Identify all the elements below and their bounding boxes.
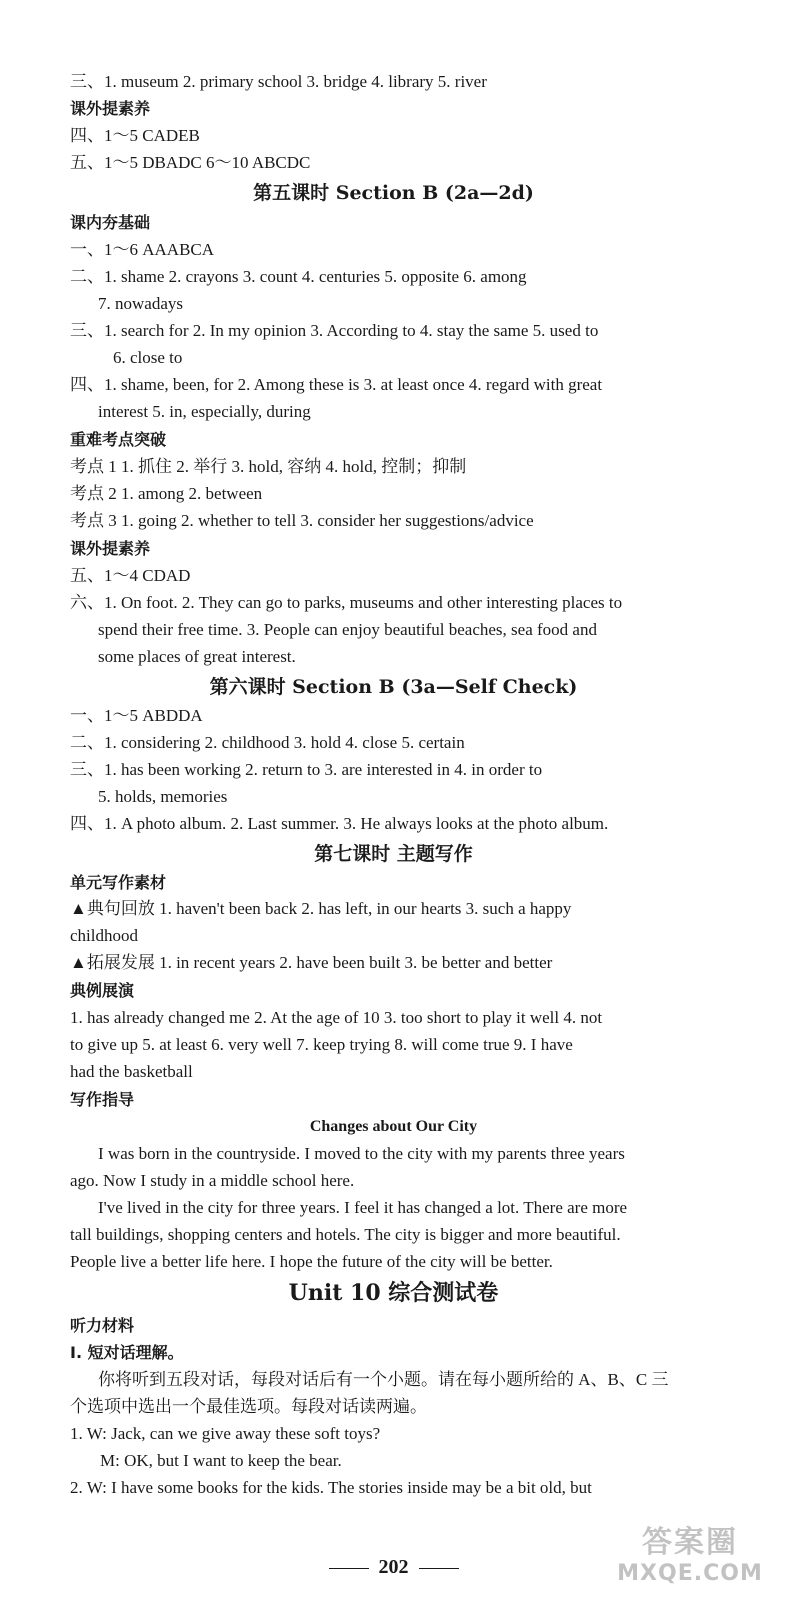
text-line: 五、1～4 CDAD — [70, 566, 191, 585]
lesson-title: 第七课时 主题写作 — [314, 843, 473, 865]
watermark-text: 答案圈 — [642, 1525, 738, 1560]
text-line: interest 5. in, especially, during — [98, 402, 311, 421]
text-line: 四、1～5 CADEB — [70, 126, 200, 145]
essay-paragraph-line: People live a better life here. I hope the future of the city will be better. — [70, 1252, 553, 1271]
section-heading: 单元写作素材 — [70, 873, 167, 892]
text-line: 5. holds, memories — [98, 787, 228, 806]
essay-paragraph-line: ago. Now I study in a middle school here. — [70, 1171, 355, 1190]
lesson-title: 第五课时 Section B (2a—2d) — [253, 182, 534, 204]
text-line: 五、1～5 DBADC 6～10 ABCDC — [70, 153, 311, 172]
text-line: 二、1. shame 2. crayons 3. count 4. centuries 5. opposite 6. among — [70, 267, 527, 286]
instruction-line: 个选项中选出一个最佳选项。每段对话读两遍。 — [70, 1397, 427, 1416]
section-heading: Ⅰ. 短对话理解。 — [70, 1343, 184, 1362]
text-line: 考点 1 1. 抓住 2. 举行 3. hold, 容纳 4. hold, 控制；抑制 — [70, 457, 467, 476]
text-line: 三、1. has been working 2. return to 3. are interested in 4. in order to — [70, 760, 543, 779]
essay-paragraph-line: I've lived in the city for three years. I feel it has changed a lot. There are more — [98, 1198, 628, 1217]
text-line: 四、1. shame, been, for 2. Among these is 3. at least once 4. regard with great — [70, 375, 603, 394]
essay-title: Changes about Our City — [309, 1118, 478, 1135]
unit-title: Unit 10 综合测试卷 — [288, 1280, 499, 1306]
text-line: 考点 3 1. going 2. whether to tell 3. consider her suggestions/advice — [70, 511, 534, 530]
text-line: had the basketball — [70, 1062, 193, 1081]
essay-paragraph-line: tall buildings, shopping centers and hotels. The city is bigger and more beautiful. — [70, 1225, 621, 1244]
text-line: 四、1. A photo album. 2. Last summer. 3. He always looks at the photo album. — [70, 814, 609, 833]
text-line: 一、1～6 AAABCA — [70, 240, 215, 259]
text-line: childhood — [70, 926, 138, 945]
instruction-line: 你将听到五段对话，每段对话后有一个小题。请在每小题所给的 A、B、C 三 — [98, 1370, 669, 1389]
text-line: 6. close to — [113, 348, 183, 367]
section-heading: 课外提素养 — [70, 99, 151, 118]
essay-paragraph-line: I was born in the countryside. I moved to the city with my parents three years — [98, 1144, 625, 1163]
text-line: to give up 5. at least 6. very well 7. keep trying 8. will come true 9. I have — [70, 1035, 573, 1054]
text-line: ▲典句回放 1. haven't been back 2. has left, in our hearts 3. such a happy — [70, 899, 572, 918]
lesson-title: 第六课时 Section B (3a—Self Check) — [209, 676, 578, 698]
dash-right — [419, 1568, 459, 1569]
text-line: 1. has already changed me 2. At the age of 10 3. too short to play it well 4. not — [70, 1008, 603, 1027]
dialogue-line: 1. W: Jack, can we give away these soft toys? — [70, 1424, 381, 1443]
section-heading: 课外提素养 — [70, 539, 151, 558]
text-line: 一、1～5 ABDDA — [70, 706, 203, 725]
section-heading: 听力材料 — [70, 1316, 135, 1335]
section-heading: 重难考点突破 — [70, 430, 167, 449]
text-line: 考点 2 1. among 2. between — [70, 484, 263, 503]
text-line: ▲拓展发展 1. in recent years 2. have been built 3. be better and better — [70, 953, 553, 972]
section-heading: 课内夯基础 — [70, 213, 151, 232]
text-line: 三、1. search for 2. In my opinion 3. According to 4. stay the same 5. used to — [70, 321, 599, 340]
text-line: spend their free time. 3. People can enjoy beautiful beaches, sea food and — [98, 620, 597, 639]
text-line: 三、1. museum 2. primary school 3. bridge 4. library 5. river — [70, 72, 487, 91]
section-heading: 典例展演 — [70, 981, 135, 1000]
dash-left — [329, 1568, 369, 1569]
watermark-url: MXQE.COM — [617, 1561, 763, 1586]
dialogue-line: 2. W: I have some books for the kids. The stories inside may be a bit old, but — [70, 1478, 592, 1497]
text-line: 7. nowadays — [98, 294, 183, 313]
page-number-text: 202 — [378, 1556, 409, 1578]
section-heading: 写作指导 — [70, 1090, 135, 1109]
text-line: some places of great interest. — [98, 647, 296, 666]
text-line: 二、1. considering 2. childhood 3. hold 4. close 5. certain — [70, 733, 465, 752]
watermark-logo — [600, 1525, 780, 1595]
text-line: 六、1. On foot. 2. They can go to parks, museums and other interesting places to — [70, 593, 623, 612]
dialogue-line: M: OK, but I want to keep the bear. — [100, 1451, 342, 1470]
